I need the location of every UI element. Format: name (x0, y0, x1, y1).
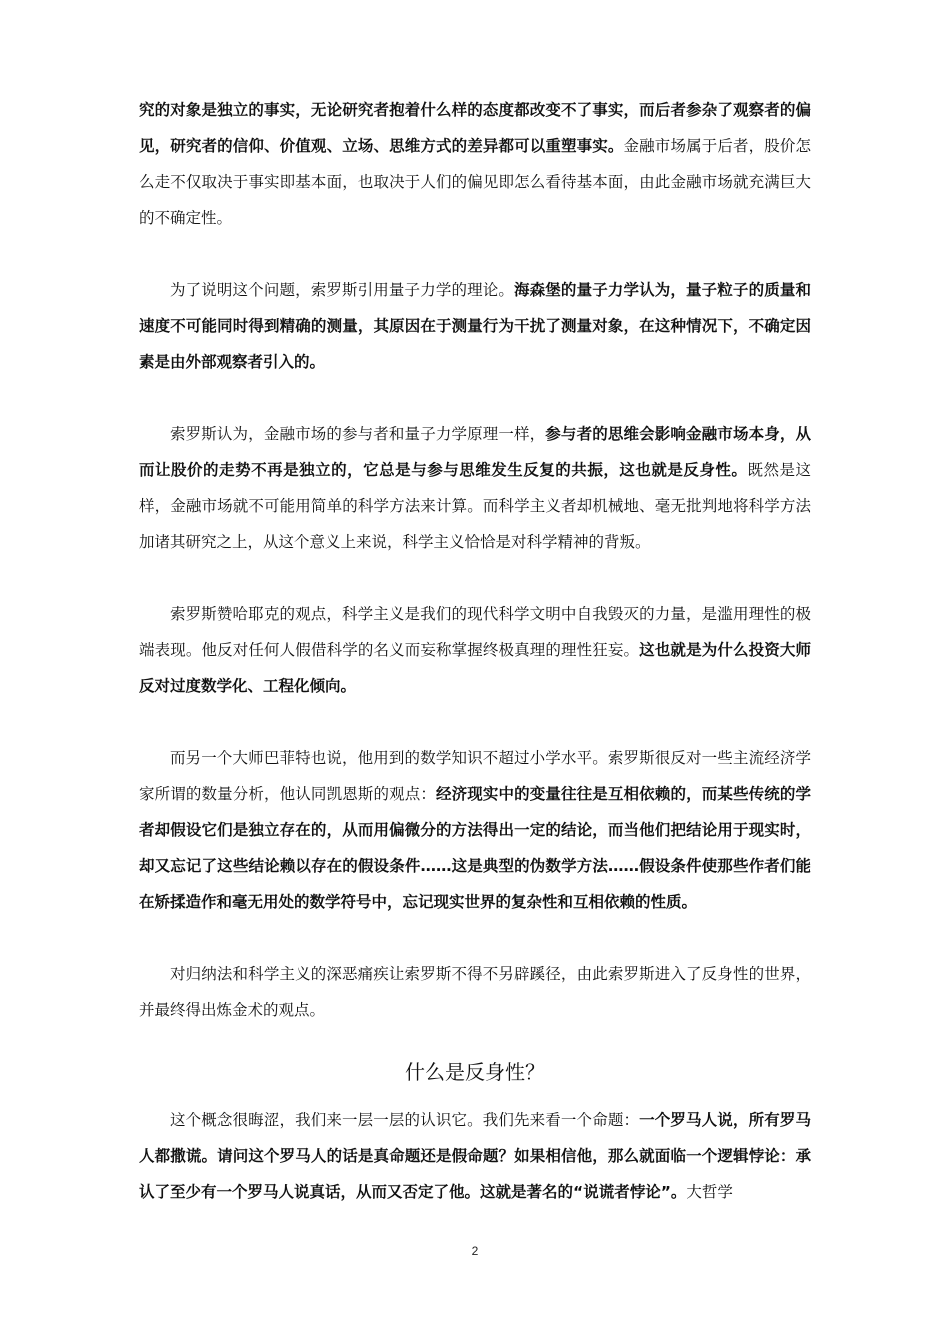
text-run: 索罗斯认为，金融市场的参与者和量子力学原理一样， (170, 425, 546, 443)
paragraph-p3 (139, 416, 811, 560)
text-run: 大哲学 (686, 1183, 733, 1201)
text-run: 而另一个大师巴菲特也说，他用到的数学知识不超过小学水平。索罗斯很反对一些主流经济学家所谓的数量分析，他认同凯恩斯的观点： (139, 749, 811, 803)
text-run: 这个概念很晦涩，我们来一层一层的认识它。我们先来看一个命题： (170, 1111, 640, 1129)
page-number: 2 (471, 1244, 479, 1258)
paragraph-p4 (139, 596, 811, 704)
bold-text: 经济现实中的变量往往是互相依赖的，而某些传统的学者却假设它们是独立存在的，从而用偏微分的方法得出一定的结论，而当他们把结论用于现实时，却又忘记了这些结论赖以存在的假设条件……这是典型的伪数学方法……假设条件使那些作者们能在矫揉造作和毫无用处的数学符号中，忘记现实世界的复杂性和互相依赖的性质。 (139, 785, 811, 911)
bold-text: 这也就是为什么投资大师反对过度数学化、工程化倾向。 (139, 641, 811, 695)
bold-text: 究的对象是独立的事实，无论研究者抱着什么样的态度都改变不了事实，而后者参杂了观察者的偏见，研究者的信仰、价值观、立场、思维方式的差异都可以重塑事实。 (139, 101, 811, 155)
section-heading: 什么是反身性？ (405, 1060, 545, 1084)
document-page (139, 92, 811, 1246)
text-run: 既然是这样，金融市场就不可能用简单的科学方法来计算。而科学主义者却机械地、毫无批判地将科学方法加诸其研究之上，从这个意义上来说，科学主义恰恰是对科学精神的背叛。 (139, 461, 811, 551)
final-paragraph-container (139, 1102, 811, 1210)
text-run: 金融市场属于后者，股价怎么走不仅取决于事实即基本面，也取决于人们的偏见即怎么看待基本面，由此金融市场就充满巨大的不确定性。 (139, 137, 811, 227)
bold-text: 海森堡的量子力学认为，量子粒子的质量和速度不可能同时得到精确的测量，其原因在于测量行为干扰了测量对象，在这种情况下，不确定因素是由外部观察者引入的。 (139, 281, 811, 371)
paragraph-p1 (139, 92, 811, 236)
paragraph-p5 (139, 740, 811, 920)
paragraph-p2 (139, 272, 811, 380)
text-run: 对归纳法和科学主义的深恶痛疾让索罗斯不得不另辟蹊径，由此索罗斯进入了反身性的世界，并最终得出炼金术的观点。 (139, 965, 811, 1019)
bold-text: 一个罗马人说，所有罗马人都撒谎。请问这个罗马人的话是真命题还是假命题？如果相信他，那么就面临一个逻辑悖论：承认了至少有一个罗马人说真话，从而又否定了他。这就是著名的“说谎者悖论”。 (139, 1111, 811, 1201)
text-run: 为了说明这个问题，索罗斯引用量子力学的理论。 (170, 281, 515, 299)
bold-text: 参与者的思维会影响金融市场本身，从而让股价的走势不再是独立的，它总是与参与思维发生反复的共振，这也就是反身性。 (139, 425, 811, 479)
text-run: 索罗斯赞哈耶克的观点，科学主义是我们的现代科学文明中自我毁灭的力量，是滥用理性的极端表现。他反对任何人假借科学的名义而妄称掌握终极真理的理性狂妄。 (139, 605, 811, 659)
body-paragraphs (139, 92, 811, 1028)
paragraph-p6 (139, 956, 811, 1028)
paragraph-p7 (139, 1102, 811, 1210)
